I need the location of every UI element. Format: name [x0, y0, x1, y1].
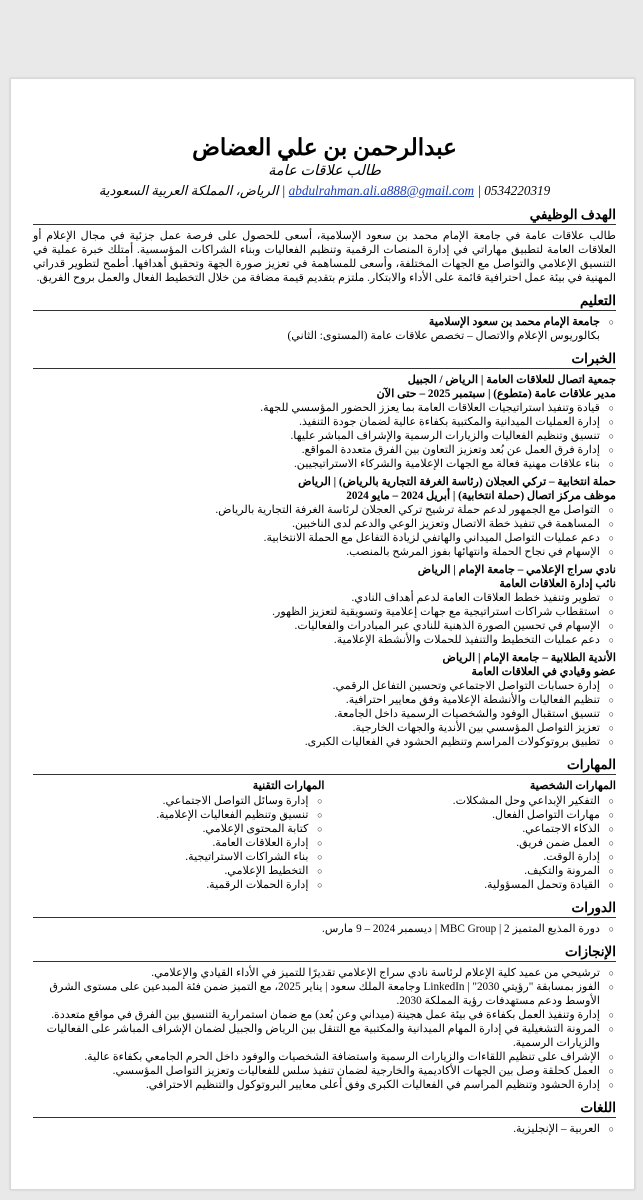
list-item: ○ الإشراف على تنظيم اللقاءات والزيارات الرسمية واستضافة الشخصيات والوفود داخل الحرم الجامعي بكفاءة عالية. — [33, 1050, 616, 1064]
list-item: ○ التفكير الإبداعي وحل المشكلات. — [325, 794, 617, 808]
achievements-list — [33, 966, 616, 1092]
candidate-name: عبدالرحمن بن علي العضاض — [192, 135, 457, 160]
objective-text: طالب علاقات عامة في جامعة الإمام محمد بن سعود الإسلامية، أسعى للحصول على فرصة عمل جزئية في مجال الإعلام أو العلاقات العامة لتطبيق مهاراتي في إدارة المنصات الرقمية وتنظيم الفعاليات وبناء الشراكات المؤسسية. أمتلك خبرة عملية في التنسيق الإعلامي والتواصل مع الجهات المختلفة، وأسعى للمساهمة في تعزيز صورة الجهة وتحقيق أهدافها. أطمح لتطوير قدراتي المهنية في بيئة عمل احترافية قائمة على الأداء والابتكار. ملتزم بتقديم قيمة مضافة من خلال التخطيط الفعال والعمل بروح الفريق. — [33, 230, 616, 284]
list-item: ○ دورة المذيع المتميز MBC Group | 2 | ديسمبر 2024 – 9 مارس. — [33, 922, 616, 936]
list-item: ○ استقطاب شراكات استراتيجية مع جهات إعلامية وتسويقية لتعزيز الظهور. — [33, 605, 616, 619]
contact-separator: | — [281, 183, 286, 198]
list-item: ○ المرونة التشغيلية في إدارة المهام الميدانية والمكتبية مع التنقل بين الرياض والجبيل لضمان الإشراف المباشر على الفعاليات والزيارات الرسمية. — [33, 1022, 616, 1050]
list-item: ○ إدارة الحشود وتنظيم المراسم في الفعاليات الكبرى وفق أعلى معايير البروتوكول والتنظيم الاحترافي. — [33, 1078, 616, 1092]
experience-org: نادي سراج الإعلامي – جامعة الإمام | الرياض — [417, 564, 616, 576]
experience-entry — [33, 475, 616, 559]
list-item: ○ العمل كحلقة وصل بين الجهات الأكاديمية والخارجية لضمان تنفيذ سلس للفعاليات وتعزيز التواصل المؤسسي. — [33, 1064, 616, 1078]
personal-skills-title: المهارات الشخصية — [529, 780, 616, 792]
list-item: ○ تطوير وتنفيذ خطط العلاقات العامة لدعم أهداف النادي. — [33, 591, 616, 605]
contact-separator: | — [477, 183, 481, 198]
list-item: ○ دعم عمليات التخطيط والتنفيذ للحملات والأنشطة الإعلامية. — [33, 633, 616, 647]
skills-title: المهارات — [567, 757, 616, 772]
list-item: ○ مهارات التواصل الفعال. — [325, 808, 617, 822]
list-item: ○ كتابة المحتوى الإعلامي. — [33, 822, 325, 836]
phone-number: 0534220319 — [484, 183, 551, 198]
experience-org: الأندية الطلابية – جامعة الإمام | الرياض — [442, 652, 616, 664]
technical-skills-list — [33, 794, 325, 892]
list-item: ○ تعزيز التواصل المؤسسي بين الأندية والجهات الخارجية. — [33, 721, 616, 735]
courses-list — [33, 922, 616, 936]
list-item: ○ التواصل مع الجمهور لدعم حملة ترشيح تركي العجلان لرئاسة الغرفة التجارية بالرياض. — [33, 503, 616, 517]
list-item: ○ بناء علاقات مهنية فعالة مع الجهات الإعلامية والشركاء الاستراتيجيين. — [33, 457, 616, 471]
languages-title: اللغات — [580, 1100, 616, 1115]
section-divider — [33, 961, 616, 962]
list-item: ○ الذكاء الاجتماعي. — [325, 822, 617, 836]
education-item — [33, 315, 616, 343]
list-item: ○ إدارة الوقت. — [325, 850, 617, 864]
list-item: ○ الإسهام في نجاح الحملة وانتهائها بفوز المرشح بالمنصب. — [33, 545, 616, 559]
resume-header — [33, 134, 616, 199]
experience-title: الخبرات — [571, 351, 616, 366]
list-item: ○ الإسهام في تحسين الصورة الذهنية للنادي عبر المبادرات والفعاليات. — [33, 619, 616, 633]
experience-entry — [33, 563, 616, 647]
resume-page — [10, 78, 635, 1190]
list-item: ○ إدارة الحملات الرقمية. — [33, 878, 325, 892]
list-item: ○ القيادة وتحمل المسؤولية. — [325, 878, 617, 892]
list-item: ○ المرونة والتكيف. — [325, 864, 617, 878]
experience-entry — [33, 651, 616, 749]
education-school: ○ جامعة الإمام محمد بن سعود الإسلامية — [428, 316, 600, 328]
list-item: ○ إدارة العلاقات العامة. — [33, 836, 325, 850]
list-item: ○ دعم عمليات التواصل الميداني والهاتفي لزيادة التفاعل مع الحملة الانتخابية. — [33, 531, 616, 545]
list-item: ○ إدارة وسائل التواصل الاجتماعي. — [33, 794, 325, 808]
list-item: ○ تنظيم الفعاليات والأنشطة الإعلامية وفق معايير احترافية. — [33, 693, 616, 707]
experience-role: موظف مركز اتصال (حملة انتخابية) | أبريل 2024 – مايو 2024 — [346, 490, 616, 502]
experience-org: حملة انتخابية – تركي العجلان (رئاسة الغرفة التجارية بالرياض) | الرياض — [298, 476, 616, 488]
candidate-job-title: طالب علاقات عامة — [268, 163, 381, 179]
section-divider — [33, 774, 616, 775]
list-item: ○ الفوز بمسابقة "رؤيتي 2030" | LinkedIn وجامعة الملك سعود | يناير 2025، مع التميز ضمن فئة المبدعين على مستوى الشرق الأوسط ودعم مستهدفات رؤية المملكة 2030. — [33, 980, 616, 1008]
list-item: ○ تنسيق وتنظيم الفعاليات الإعلامية. — [33, 808, 325, 822]
languages-list — [33, 1122, 616, 1136]
experience-role: مدير علاقات عامة (متطوع) | سبتمبر 2025 – حتى الآن — [376, 388, 616, 400]
email-link[interactable]: abdulrahman.ali.a888@gmail.com — [288, 183, 475, 198]
section-divider — [33, 917, 616, 918]
section-divider — [33, 368, 616, 369]
personal-skills-list — [325, 794, 617, 892]
skills-columns — [33, 779, 616, 892]
list-item: ○ العربية – الإنجليزية. — [33, 1122, 616, 1136]
list-item: ○ العمل ضمن فريق. — [325, 836, 617, 850]
contact-line — [33, 182, 616, 199]
section-divider — [33, 310, 616, 311]
experience-entry — [33, 373, 616, 471]
list-item: ○ إدارة فرق العمل عن بُعد وتعزيز التعاون بين الفرق متعددة المواقع. — [33, 443, 616, 457]
list-item: ○ المساهمة في تنفيذ خطة الاتصال وتعزيز الوعي والدعم لدى الناخبين. — [33, 517, 616, 531]
experience-org: جمعية اتصال للعلاقات العامة | الرياض / الجبيل — [407, 374, 616, 386]
technical-skills-column — [33, 779, 325, 892]
education-degree: بكالوريوس الإعلام والاتصال – تخصص علاقات عامة (المستوى: الثاني) — [287, 330, 600, 342]
list-item: ○ التخطيط الإعلامي. — [33, 864, 325, 878]
location-text: الرياض، المملكة العربية السعودية — [98, 183, 279, 198]
experience-role: عضو وقيادي في العلاقات العامة — [471, 666, 616, 678]
education-list — [33, 315, 616, 343]
list-item: ○ تنسيق وتنظيم الفعاليات والزيارات الرسمية والإشراف المباشر عليها. — [33, 429, 616, 443]
technical-skills-title: المهارات التقنية — [252, 780, 325, 792]
achievements-title: الإنجازات — [564, 944, 616, 959]
list-item: ○ تطبيق بروتوكولات المراسم وتنظيم الحشود في الفعاليات الكبرى. — [33, 735, 616, 749]
list-item: ○ بناء الشراكات الاستراتيجية. — [33, 850, 325, 864]
objective-title: الهدف الوظيفي — [529, 207, 616, 222]
experience-items — [33, 503, 616, 559]
experience-items — [33, 401, 616, 471]
list-item: ○ إدارة العمليات الميدانية والمكتبية بكفاءة عالية لضمان جودة التنفيذ. — [33, 415, 616, 429]
list-item: ○ إدارة وتنفيذ العمل بكفاءة في بيئة عمل هجينة (ميداني وعن بُعد) مع ضمان استمرارية التنسيق بين الفرق في مواقع متعددة. — [33, 1008, 616, 1022]
list-item: ○ قيادة وتنفيذ استراتيجيات العلاقات العامة بما يعزز الحضور المؤسسي للجهة. — [33, 401, 616, 415]
section-divider — [33, 224, 616, 225]
education-title: التعليم — [580, 293, 616, 308]
resume-content — [11, 134, 634, 1136]
section-divider — [33, 1117, 616, 1118]
experience-items — [33, 679, 616, 749]
courses-title: الدورات — [571, 900, 616, 915]
list-item: ○ إدارة حسابات التواصل الاجتماعي وتحسين التفاعل الرقمي. — [33, 679, 616, 693]
list-item: ○ ترشيحي من عميد كلية الإعلام لرئاسة نادي سراج الإعلامي تقديرًا للتميز في الأداء القيادي والإعلامي. — [33, 966, 616, 980]
personal-skills-column — [325, 779, 617, 892]
experience-role: نائب إدارة العلاقات العامة — [499, 578, 616, 590]
list-item: ○ تنسيق استقبال الوفود والشخصيات الرسمية داخل الجامعة. — [33, 707, 616, 721]
experience-items — [33, 591, 616, 647]
